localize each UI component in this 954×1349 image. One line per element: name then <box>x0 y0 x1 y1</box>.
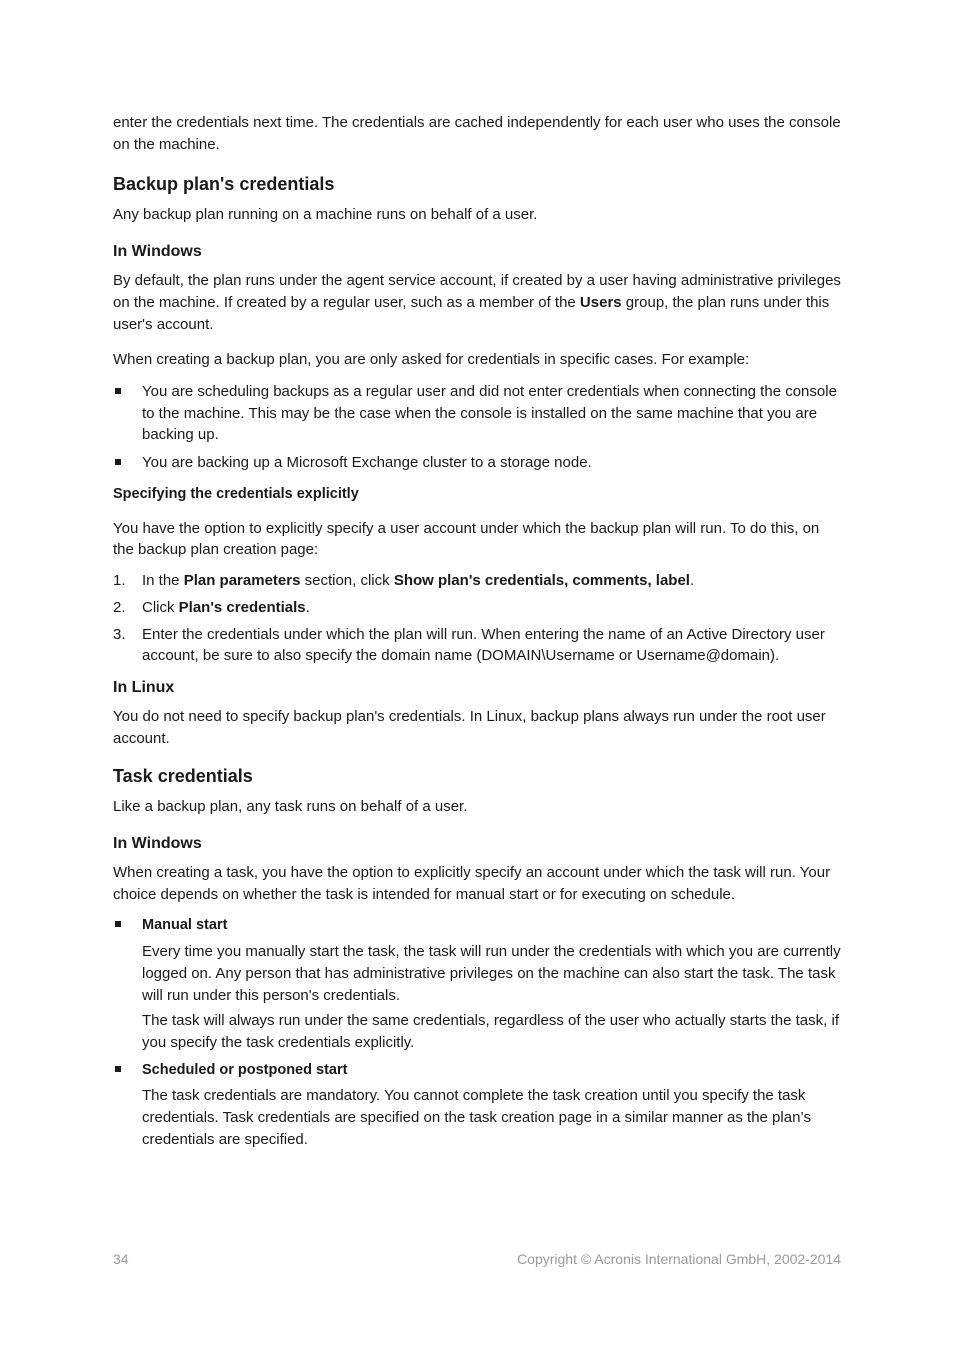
plan-parameters-term: Plan parameters <box>183 572 301 590</box>
step-item <box>113 597 843 619</box>
plans-credentials-term: Plan's credentials <box>178 598 306 616</box>
list-item <box>113 914 843 937</box>
windows-paragraph-2: When creating a backup plan, you are only asked for credentials in specific cases. For example: <box>113 351 750 369</box>
step-text: . <box>689 572 695 590</box>
task-windows-paragraph: When creating a task, you have the option to explicitly specify an account under which the task will run. Your choice depends on whether the task is intended for manual start or for executing on schedule. <box>113 864 831 903</box>
step-text: Enter the credentials under which the plan will run. When entering the name of an Active Directory user account, be sure to also specify the domain name (DOMAIN\Username or Username@domain). <box>142 625 825 665</box>
explicit-paragraph: You have the option to explicitly specify a user account under which the backup plan will run. To do this, on the backup plan creation page: <box>113 519 820 559</box>
task-intro: Like a backup plan, any task runs on behalf of a user. <box>113 798 468 816</box>
windows-paragraph-1 <box>113 270 843 335</box>
show-credentials-term: Show plan's credentials, comments, label <box>393 572 690 590</box>
bullet-icon <box>115 388 121 394</box>
users-group-term: Users <box>579 293 622 311</box>
page-number: 34 <box>113 1251 129 1267</box>
copyright-notice: Copyright © Acronis International GmbH, 2002-2014 <box>517 1251 841 1267</box>
step-number: 2. <box>113 598 126 616</box>
subheading-in-windows: In Windows <box>113 243 202 261</box>
manual-start-paragraph-1: Every time you manually start the task, the task will run under the credentials with which you are currently logged on. Any person that has administrative privileges on the machine can also start the task. The task will run under this person's credentials. <box>142 943 841 1004</box>
step-number: 3. <box>113 625 126 643</box>
credential-cases-list <box>113 381 843 474</box>
scheduled-start-paragraph: The task credentials are mandatory. You cannot complete the task creation until you specify the task credentials. Task credentials are specified on the task creation page in a similar manner as the plan’s credentials are specified. <box>142 1087 811 1148</box>
bullet-icon <box>115 921 121 927</box>
subheading-task-in-windows: In Windows <box>113 835 202 853</box>
list-item <box>113 452 843 474</box>
manual-start-title: Manual start <box>142 917 228 934</box>
task-start-modes-list <box>113 914 843 937</box>
linux-paragraph: You do not need to specify backup plan's credentials. In Linux, backup plans always run under the root user account. <box>113 707 826 747</box>
bullet-icon <box>115 1066 121 1072</box>
step-text: section, click <box>300 572 394 590</box>
backup-plan-intro: Any backup plan running on a machine runs on behalf of a user. <box>113 206 538 224</box>
intro-paragraph: enter the credentials next time. The credentials are cached independently for each user who uses the console on the machine. <box>113 114 841 153</box>
step-text: In the <box>142 572 184 590</box>
scheduled-start-title: Scheduled or postponed start <box>142 1061 348 1078</box>
section-heading-task: Task credentials <box>113 766 253 787</box>
subheading-specifying-credentials: Specifying the credentials explicitly <box>113 485 359 502</box>
subheading-in-linux: In Linux <box>113 678 175 696</box>
list-item <box>113 381 843 446</box>
windows-p1-text-a: By default, the plan runs under the agent service account, if created by a user having administrative privileges on the machine. If created by a regular user, such as a member of the <box>113 272 841 311</box>
document-body <box>113 112 843 1151</box>
step-text: . <box>305 598 310 616</box>
step-text: Click <box>142 598 179 616</box>
section-heading-backup-plan: Backup plan's credentials <box>113 174 335 195</box>
step-item <box>113 624 843 667</box>
list-item <box>113 1059 843 1082</box>
task-start-modes-list-2 <box>113 1059 843 1082</box>
step-item <box>113 570 843 592</box>
bullet-icon <box>115 459 121 465</box>
windows-p1-text-b: group, the plan runs under this user's account. <box>113 293 830 333</box>
explicit-steps-list <box>113 570 843 667</box>
list-item-text: You are backing up a Microsoft Exchange cluster to a storage node. <box>142 454 592 472</box>
list-item-text: You are scheduling backups as a regular user and did not enter credentials when connecting the console to the machine. This may be the case when the console is installed on the same machine that you are backing up. <box>142 382 837 444</box>
manual-start-paragraph-2: The task will always run under the same credentials, regardless of the user who actually starts the task, if you specify the task credentials explicitly. <box>142 1012 839 1051</box>
step-number: 1. <box>113 572 126 590</box>
